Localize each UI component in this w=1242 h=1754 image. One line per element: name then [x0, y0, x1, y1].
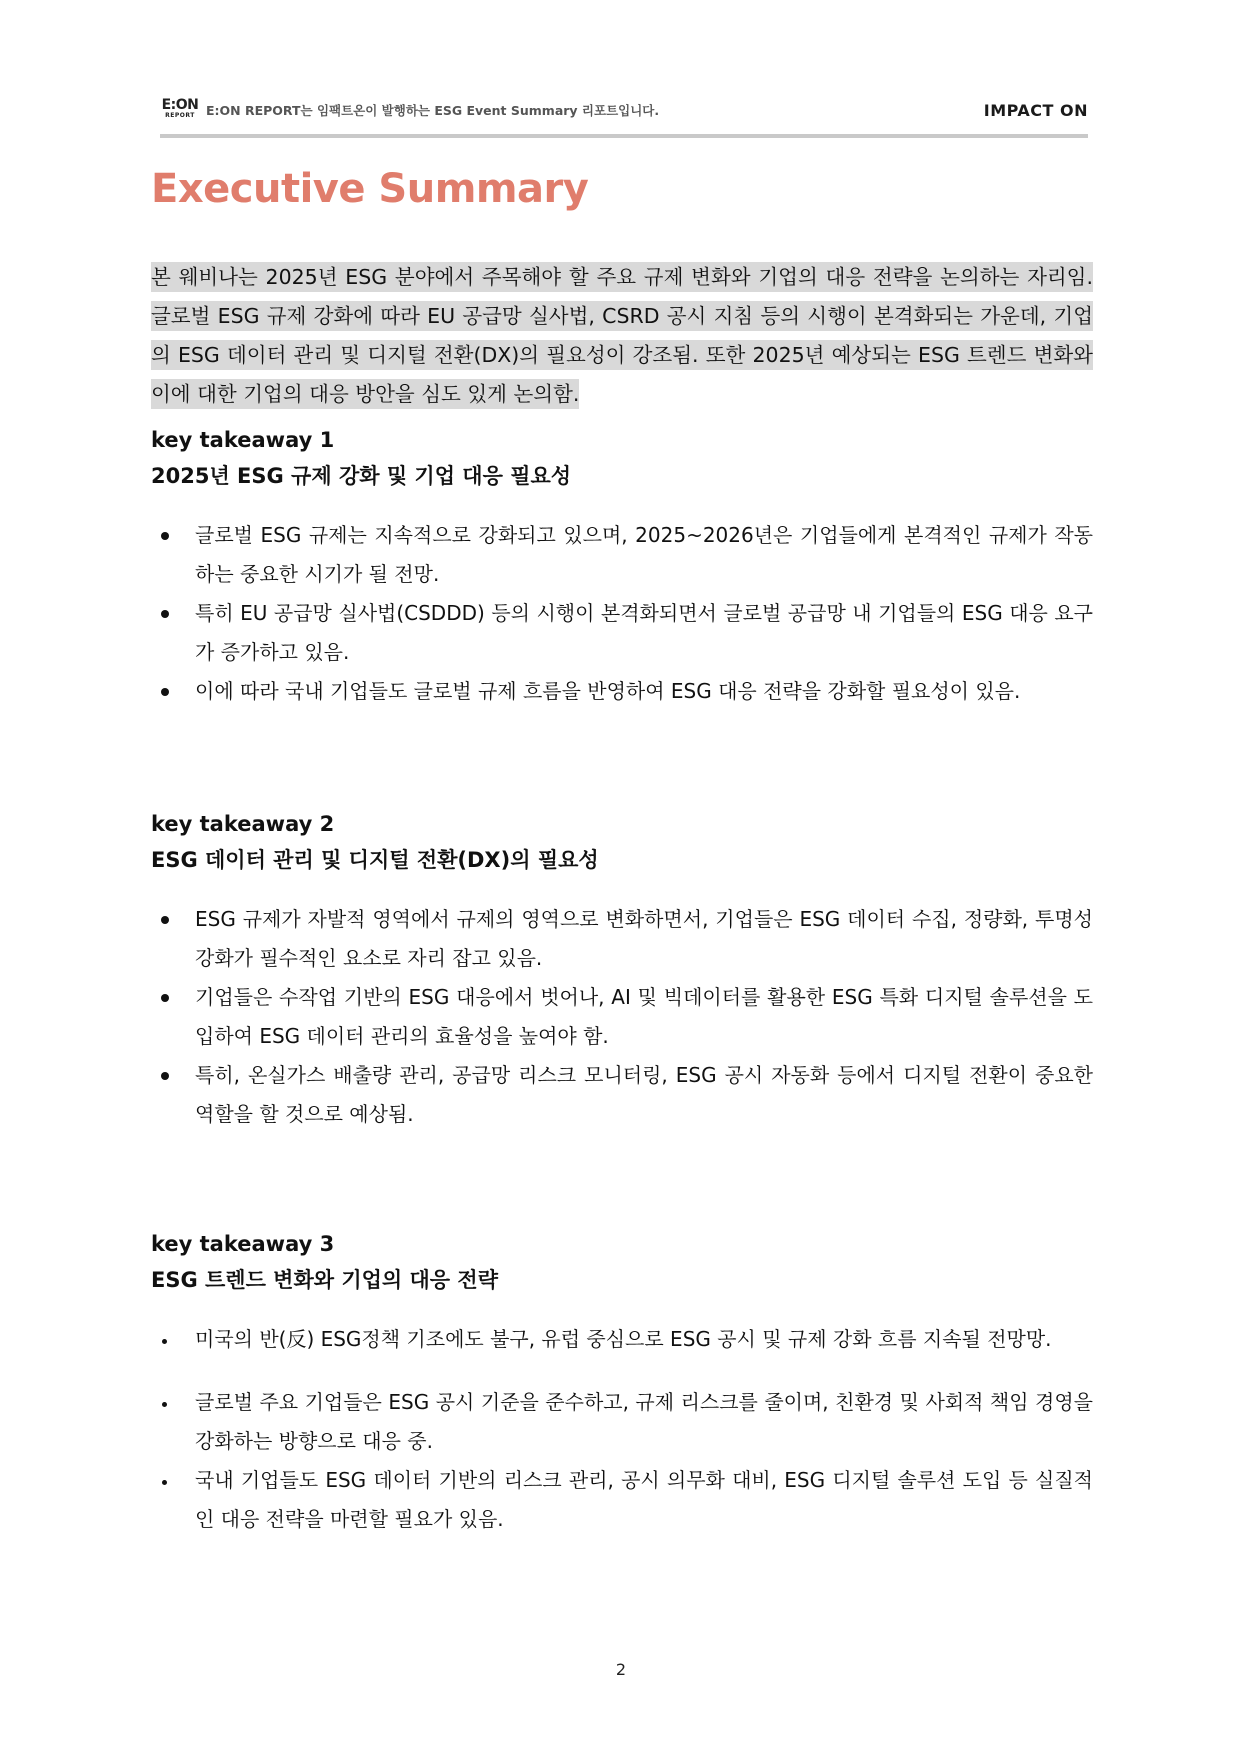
page-number: 2 — [615, 1660, 627, 1679]
bullet-icon — [161, 994, 169, 1002]
list-item — [151, 978, 1093, 1056]
page-title: Executive Summary — [151, 166, 589, 212]
bullet-text: 기업들은 수작업 기반의 ESG 대응에서 벗어나, AI 및 빅데이터를 활용한 ESG 특화 디지털 솔루션을 도입하여 ESG 데이터 관리의 효율성을 높여야 함. — [195, 985, 1093, 1048]
key-takeaway-label: key takeaway 3 — [151, 1232, 335, 1256]
key-takeaway-title: ESG 트렌드 변화와 기업의 대응 전략 — [151, 1268, 498, 1292]
eon-report-logo — [160, 98, 200, 119]
bullet-icon — [161, 688, 169, 696]
bullet-list — [151, 1320, 1093, 1539]
list-item — [151, 900, 1093, 978]
list-item — [151, 516, 1093, 594]
report-logo-text: REPORT — [165, 112, 195, 119]
bullet-text: 이에 따라 국내 기업들도 글로벌 규제 흐름을 반영하여 ESG 대응 전략을 강화할 필요성이 있음. — [195, 679, 1021, 703]
summary-highlight: 본 웨비나는 2025년 ESG 분야에서 주목해야 할 주요 규제 변화와 기업의 대응 전략을 논의하는 자리임. 글로벌 ESG 규제 강화에 따라 EU 공급망 실사법, CSRD 공시 지침 등의 시행이 본격화되는 가운데, 기업의 ESG 데이터 관리 및 디지털 전환(DX)의 필요성이 강조됨. 또한 2025년 예상되는 ESG 트렌드 변화와 이에 대한 기업의 대응 방안을 심도 있게 논의함. — [151, 262, 1093, 409]
bullet-list — [151, 516, 1093, 711]
key-takeaway-2 — [151, 806, 1093, 1134]
key-takeaway-label: key takeaway 1 — [151, 428, 335, 452]
key-takeaway-1 — [151, 422, 1093, 711]
executive-summary-paragraph — [151, 258, 1093, 414]
list-item — [151, 1461, 1093, 1539]
list-item — [151, 1320, 1093, 1359]
list-item — [151, 594, 1093, 672]
key-takeaway-title: 2025년 ESG 규제 강화 및 기업 대응 필요성 — [151, 464, 572, 488]
bullet-icon — [161, 916, 169, 924]
bullet-text: 국내 기업들도 ESG 데이터 기반의 리스크 관리, 공시 의무화 대비, ESG 디지털 솔루션 도입 등 실질적인 대응 전략을 마련할 필요가 있음. — [195, 1468, 1093, 1531]
header-tagline: E:ON REPORT는 임팩트온이 발행하는 ESG Event Summary 리포트입니다. — [206, 103, 660, 118]
bullet-text: 미국의 반(反) ESG정책 기조에도 불구, 유럽 중심으로 ESG 공시 및 규제 강화 흐름 지속될 전망망. — [195, 1327, 1052, 1351]
list-item — [151, 1383, 1093, 1461]
list-item — [151, 672, 1093, 711]
list-item — [151, 1056, 1093, 1134]
report-header — [160, 96, 1088, 138]
bullet-icon — [162, 1339, 167, 1344]
impact-on-logo: IMPACT ON — [983, 101, 1088, 120]
bullet-icon — [161, 610, 169, 618]
eon-logo-text: E:ON — [161, 97, 199, 113]
key-takeaway-title: ESG 데이터 관리 및 디지털 전환(DX)의 필요성 — [151, 848, 599, 872]
bullet-text: ESG 규제가 자발적 영역에서 규제의 영역으로 변화하면서, 기업들은 ESG 데이터 수집, 정량화, 투명성 강화가 필수적인 요소로 자리 잡고 있음. — [195, 907, 1093, 970]
bullet-icon — [162, 1402, 167, 1407]
bullet-text: 글로벌 ESG 규제는 지속적으로 강화되고 있으며, 2025~2026년은 기업들에게 본격적인 규제가 작동하는 중요한 시기가 될 전망. — [195, 523, 1093, 586]
bullet-text: 특히, 온실가스 배출량 관리, 공급망 리스크 모니터링, ESG 공시 자동화 등에서 디지털 전환이 중요한 역할을 할 것으로 예상됨. — [195, 1063, 1093, 1126]
bullet-text: 글로벌 주요 기업들은 ESG 공시 기준을 준수하고, 규제 리스크를 줄이며, 친환경 및 사회적 책임 경영을 강화하는 방향으로 대응 중. — [195, 1390, 1093, 1453]
key-takeaway-3 — [151, 1226, 1093, 1539]
bullet-icon — [161, 1072, 169, 1080]
bullet-icon — [161, 532, 169, 540]
key-takeaway-label: key takeaway 2 — [151, 812, 335, 836]
bullet-text: 특히 EU 공급망 실사법(CSDDD) 등의 시행이 본격화되면서 글로벌 공급망 내 기업들의 ESG 대응 요구가 증가하고 있음. — [195, 601, 1093, 664]
bullet-list — [151, 900, 1093, 1134]
bullet-icon — [162, 1480, 167, 1485]
